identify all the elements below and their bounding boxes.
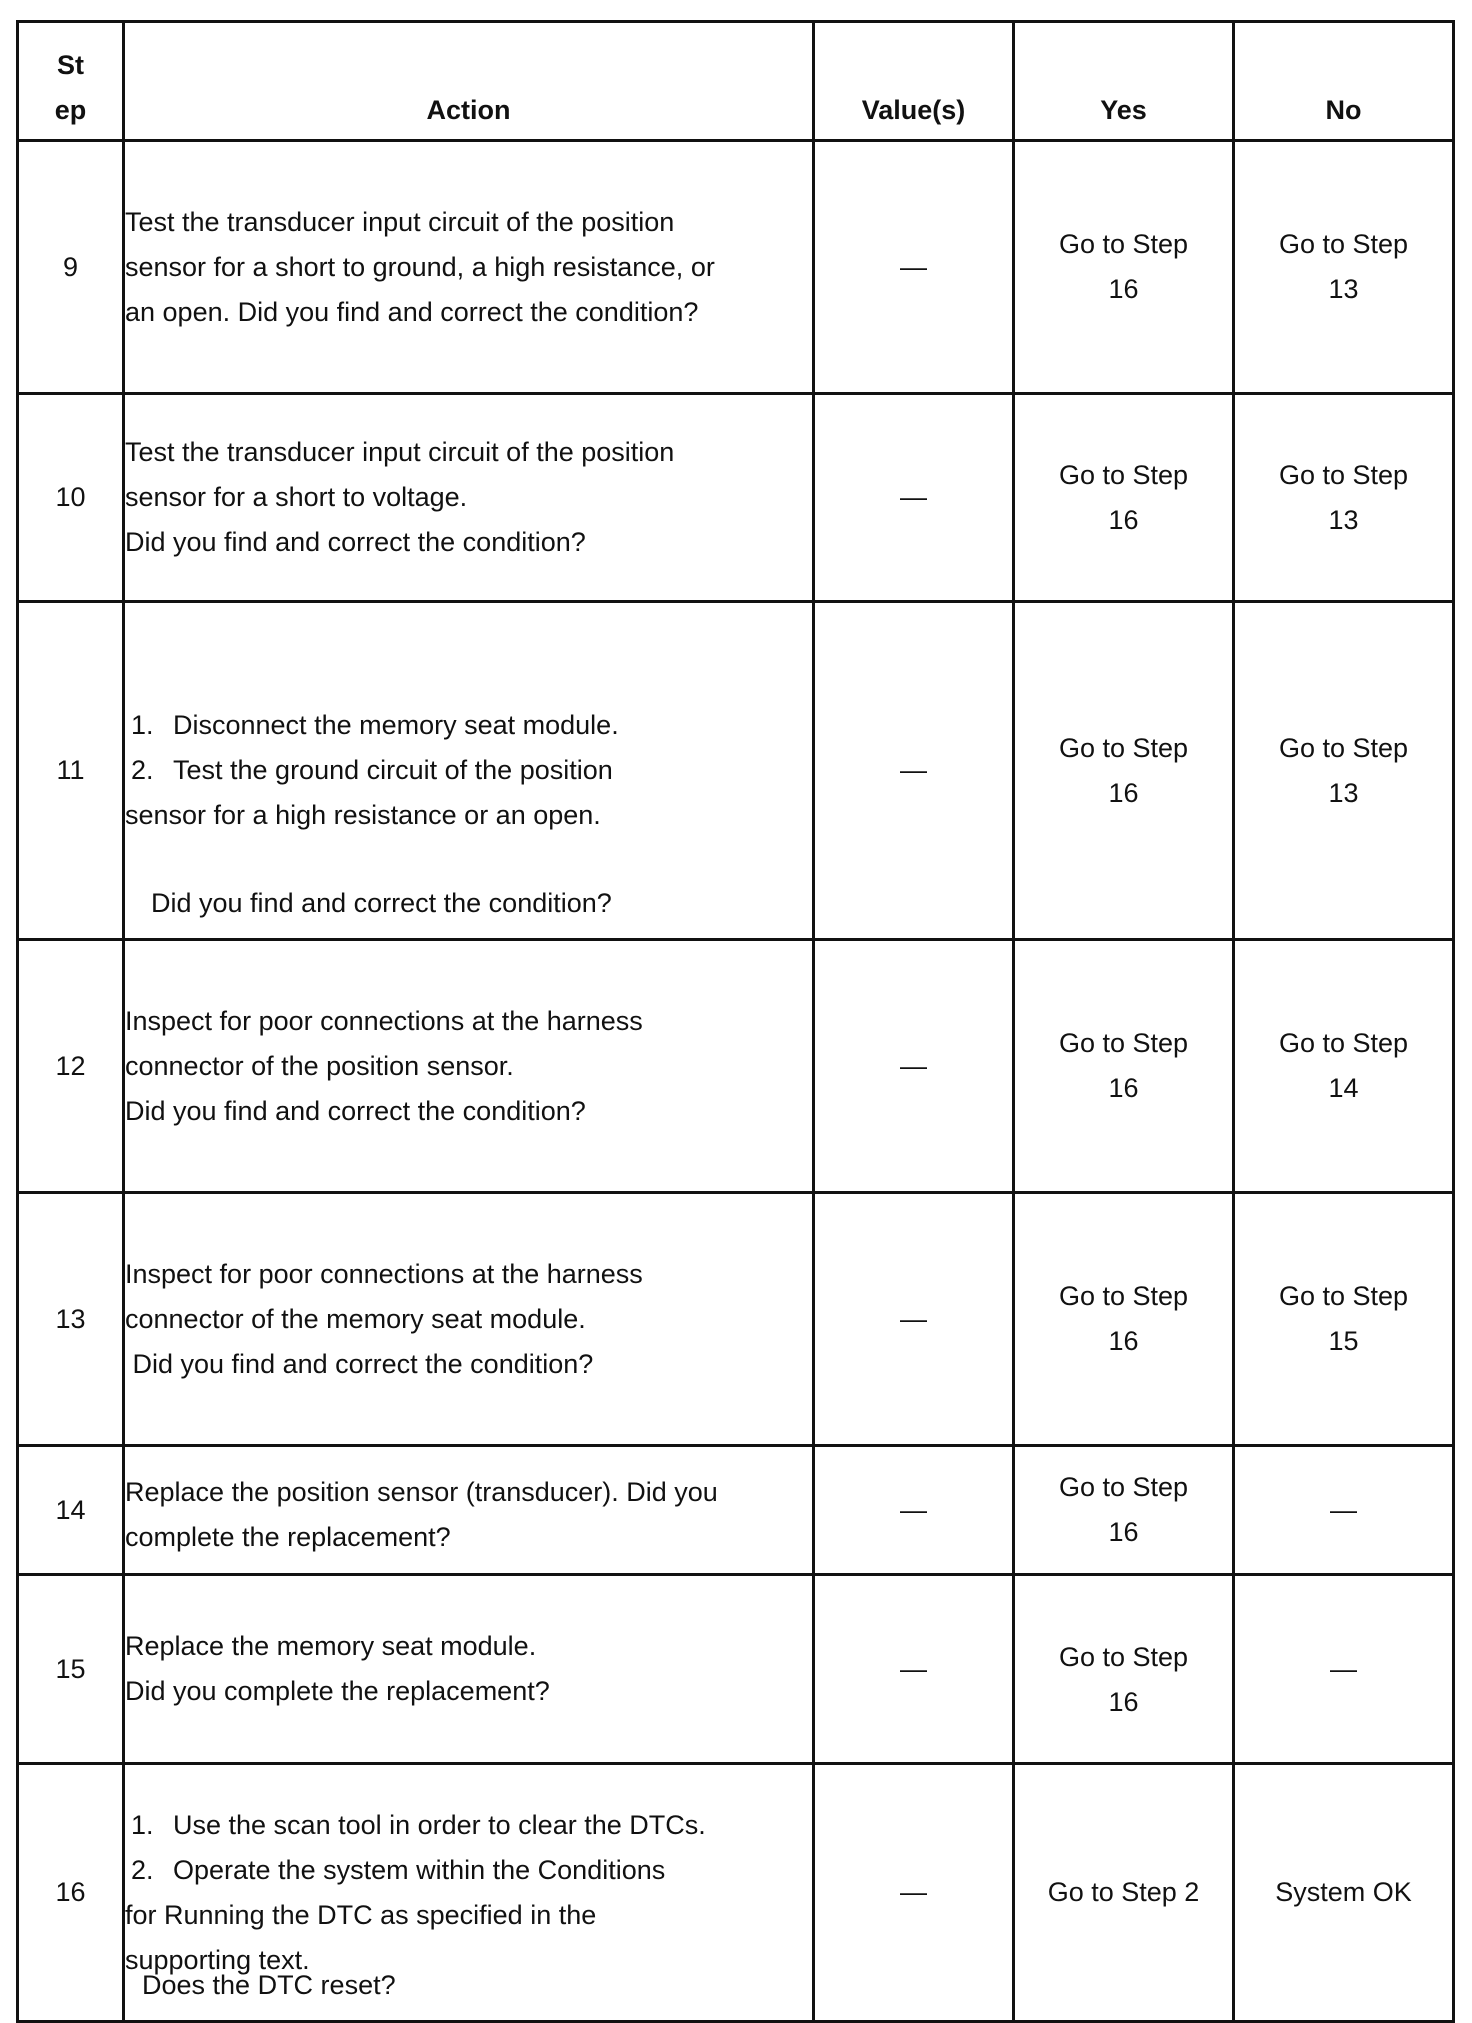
action-question: Does the DTC reset?	[142, 1970, 396, 2000]
value-cell: —	[814, 1764, 1014, 2022]
yes-cell: Go to Step 16	[1014, 1446, 1234, 1575]
header-step: St ep	[18, 22, 124, 141]
no-cell: Go to Step 14	[1234, 940, 1454, 1193]
action-cell: Test the transducer input circuit of the position sensor for a short to ground, a high resistance, or an open. Did you find and correct the condition?	[124, 141, 814, 394]
step-number: 9	[18, 141, 124, 394]
step-number: 14	[18, 1446, 124, 1575]
action-cell: Replace the memory seat module. Did you complete the replacement?	[124, 1575, 814, 1764]
value-cell: —	[814, 1446, 1014, 1575]
no-cell: —	[1234, 1446, 1454, 1575]
step-number: 11	[18, 602, 124, 940]
yes-cell: Go to Step 16	[1014, 1193, 1234, 1446]
no-cell: Go to Step 13	[1234, 141, 1454, 394]
value-cell: —	[814, 602, 1014, 940]
action-cell: 1. Use the scan tool in order to clear the DTCs. 2. Operate the system within the Conditions for Running the DTC as specified in the supporting text. Does the DTC reset?	[124, 1764, 814, 2022]
step-number: 10	[18, 394, 124, 602]
header-no: No	[1234, 22, 1454, 141]
table-row	[18, 1446, 1454, 1575]
yes-cell: Go to Step 16	[1014, 940, 1234, 1193]
table-row	[18, 602, 1454, 940]
no-cell: Go to Step 13	[1234, 602, 1454, 940]
value-cell: —	[814, 1193, 1014, 1446]
table-row	[18, 394, 1454, 602]
table-row	[18, 1575, 1454, 1764]
header-yes: Yes	[1014, 22, 1234, 141]
yes-cell: Go to Step 16	[1014, 602, 1234, 940]
step-number: 15	[18, 1575, 124, 1764]
list-item: 2. Operate the system within the Conditions	[131, 1854, 666, 1885]
value-cell: —	[814, 394, 1014, 602]
yes-cell: Go to Step 16	[1014, 141, 1234, 394]
list-item: 2. Test the ground circuit of the position	[131, 755, 613, 785]
action-cell: 1. Disconnect the memory seat module. 2. Test the ground circuit of the position sensor for a high resistance or an open. Did you find and correct the condition?	[124, 602, 814, 940]
action-cell: Inspect for poor connections at the harness connector of the position sensor. Did you find and correct the condition?	[124, 940, 814, 1193]
value-cell: —	[814, 141, 1014, 394]
no-cell: System OK	[1234, 1764, 1454, 2022]
list-item: 1. Disconnect the memory seat module.	[131, 710, 619, 740]
table-row	[18, 1193, 1454, 1446]
action-question: Did you find and correct the condition?	[151, 888, 612, 918]
action-cell: Replace the position sensor (transducer). Did you complete the replacement?	[124, 1446, 814, 1575]
header-values: Value(s)	[814, 22, 1014, 141]
yes-cell: Go to Step 16	[1014, 394, 1234, 602]
no-cell: Go to Step 15	[1234, 1193, 1454, 1446]
header-row	[18, 22, 1454, 141]
table-row	[18, 1764, 1454, 2022]
step-number: 12	[18, 940, 124, 1193]
step-number: 16	[18, 1764, 124, 2022]
step-number: 13	[18, 1193, 124, 1446]
value-cell: —	[814, 1575, 1014, 1764]
yes-cell: Go to Step 2	[1014, 1764, 1234, 2022]
no-cell: —	[1234, 1575, 1454, 1764]
table-row	[18, 141, 1454, 394]
header-action: Action	[124, 22, 814, 141]
action-cell: Test the transducer input circuit of the position sensor for a short to voltage. Did you find and correct the condition?	[124, 394, 814, 602]
table-row	[18, 940, 1454, 1193]
yes-cell: Go to Step 16	[1014, 1575, 1234, 1764]
diagnostic-table	[16, 20, 1455, 2023]
action-cell: Inspect for poor connections at the harness connector of the memory seat module. Did you find and correct the condition?	[124, 1193, 814, 1446]
list-item: 1. Use the scan tool in order to clear the DTCs.	[131, 1809, 706, 1840]
value-cell: —	[814, 940, 1014, 1193]
no-cell: Go to Step 13	[1234, 394, 1454, 602]
